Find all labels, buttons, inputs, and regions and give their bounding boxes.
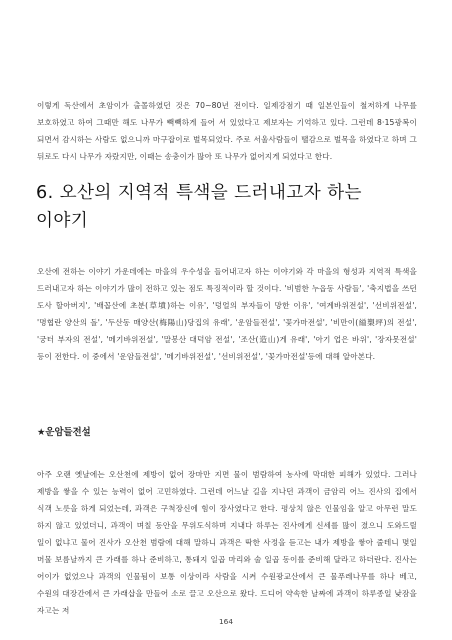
story-paragraph: 아주 오랜 옛날에는 오산천에 제방이 없어 장마만 지면 물이 범람하여 농사에 막대한 피해가 있었다. 그러나 제방을 쌓을 수 있는 능력이 없어 고민하였다. 그런데 어느날 길을 지나던 과객이 금암리 어느 진사의 집에서 식객 노릇을 하게 되었는데, 과객은 구척장신에 힘이 장사였다고 한다. 평상치 않은 인물임을 알고 아무런 말도 하지 않고 있었더니, 과객이 며칠 동안을 무위도식하며 지내다 하루는 진사에게 신세를 많이 졌으니 도와드릴 일이 없냐고 물어 진사가 오산천 범람에 대해 말하니 과객은 딱한 사정을 듣고는 내가 제방을 쌓아 줄테니 몇일 머물 보름날까지 큰 가래를 하나 준비하고, 통돼지 일곱 마리와 술 일곱 동이를 준비해 달라고 하더란다. 진사는 어이가 없었으나 과객의 인물됨이 보통 이상이라 사람을 시켜 수원광교산에서 큰 물푸레나무를 하나 베고, 수원의 대장간에서 큰 가래삽을 만들어 소로 끌고 오산으로 왔다. 드디어 약속한 날짜에 과객이 하루종일 낮잠을 자고는 저 xyxy=(37,470,417,615)
sub-heading: ★운암들전설 xyxy=(37,427,91,438)
page-number: 164 xyxy=(218,617,234,626)
section-paragraph: 오산에 전하는 이야기 가운데에는 마을의 우수성을 들어내고자 하는 이야기와 각 마을의 형성과 지역적 특색을 드러내고자 하는 이야기가 많이 전하고 있는 점도 특징적이라 할 것이다. '비범한 누읍동 사람들', '축지법을 쓰던 도사 할아버지', '배꼽산에 초분(草墳)하는 이유', '덩얼의 부자들이 망한 이유', '여계바위전설', '선비위전설', '명협란 양산의 돌', '두산동 매양산(梅陽山)당집의 유래', '운암들전설', '꽃가마전설', '비만이(縊槊坪)의 전설', '궁터 부자의 전설', '메기바위전설', '말봉산 대덕암 전설', '조산(造山)게 유래', '아기 업은 바위', '장자못전설' 등이 전한다. 이 중에서 '운암들전설', '메기바위전설', '선비위전설', '꽃가마전설'등에 대해 알아본다. xyxy=(37,267,417,361)
section-title: 6. 오산의 지역적 특색을 드러내고자 하는 이야기 xyxy=(36,183,362,231)
intro-paragraph: 이렇게 독산에서 초암이가 출몰하였던 것은 70~80년 전이다. 일제강점기 때 일본인들이 철저하게 나무를 보호하였고 하여 그때만 해도 나무가 빽빽하게 들어 서 있었다고 제보자는 기억하고 있다. 그런데 8·15광복이 되면서 감시하는 사람도 없으니까 마구잡이로 벌목되었다. 주로 서울사람들이 땔감으로 벌목을 하였다고 하며 그 뒤로도 다시 나무가 자랐지만, 이때는 송충이가 많아 또 나무가 없어지게 되었다고 한다. xyxy=(37,101,417,161)
